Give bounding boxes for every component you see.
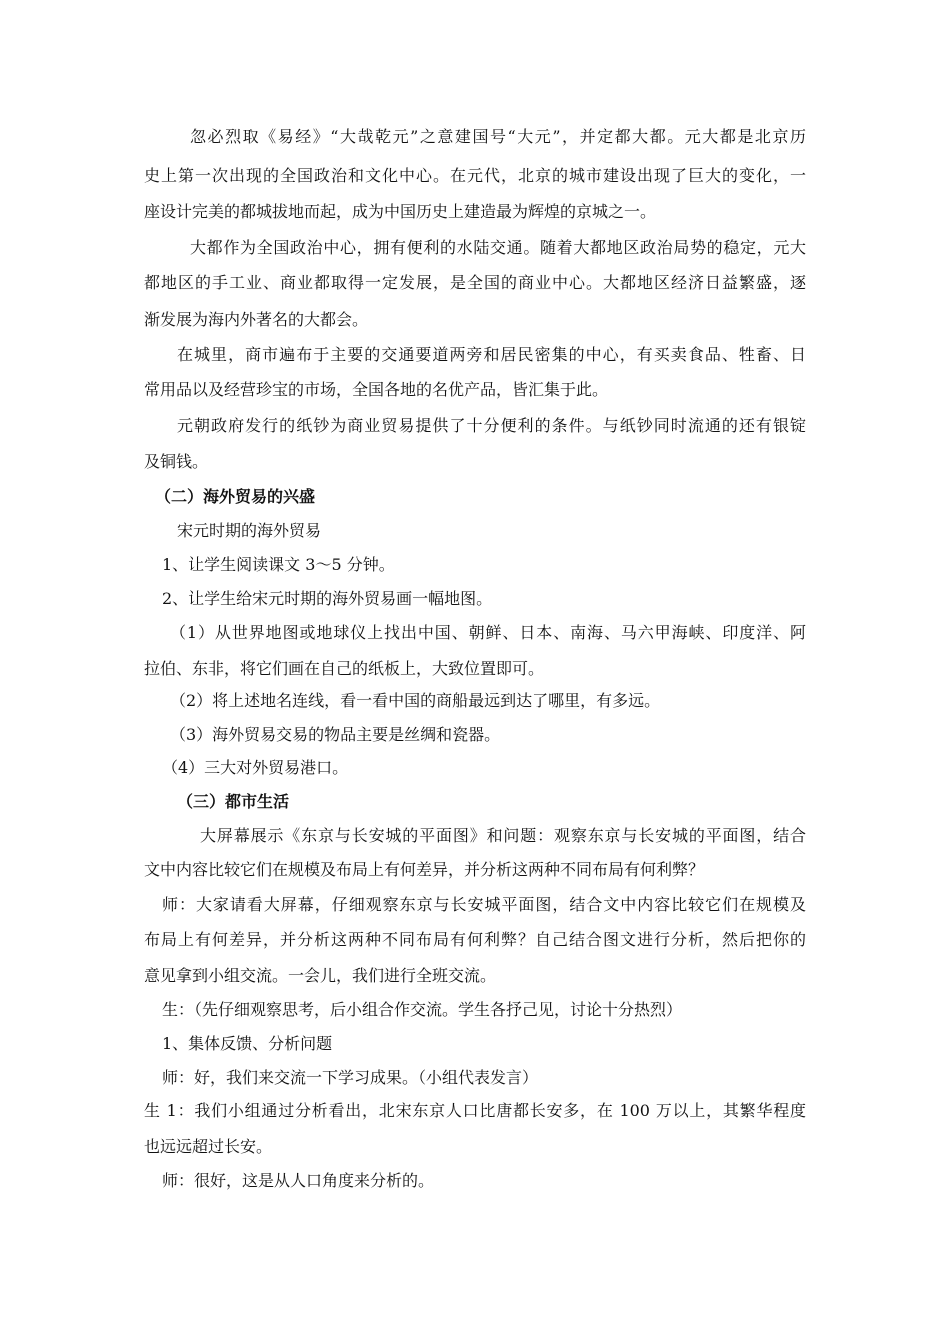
- list-item: 2、让学生给宋元时期的海外贸易画一幅地图。: [162, 589, 493, 608]
- paragraph-line: 也远远超过长安。: [144, 1137, 273, 1156]
- list-item: 1、集体反馈、分析问题: [162, 1034, 333, 1053]
- paragraph-line: 忽必烈取《易经》“大哉乾元”之意建国号“大元”，并定都大都。元大都是北京历: [190, 127, 806, 146]
- list-item: 1、让学生阅读课文 3～5 分钟。: [162, 555, 395, 574]
- list-item: （3）海外贸易交易的物品主要是丝绸和瓷器。: [170, 725, 501, 744]
- paragraph-line: 及铜钱。: [144, 452, 209, 471]
- subheading: 宋元时期的海外贸易: [177, 521, 322, 540]
- section-heading-overseas-trade: （二）海外贸易的兴盛: [155, 487, 316, 506]
- paragraph-line: 文中内容比较它们在规模及布局上有何差异，并分析这两种不同布局有何利弊？: [144, 860, 705, 879]
- paragraph-line: 在城里，商市遍布于主要的交通要道两旁和居民密集的中心，有买卖食品、牲畜、日: [177, 345, 806, 364]
- dialogue-line: 生 1：我们小组通过分析看出，北宋东京人口比唐都长安多，在 100 万以上，其繁华程度: [144, 1101, 806, 1120]
- paragraph-line: 元朝政府发行的纸钞为商业贸易提供了十分便利的条件。与纸钞同时流通的还有银锭: [177, 416, 806, 435]
- paragraph-line: 意见拿到小组交流。一会儿，我们进行全班交流。: [144, 966, 497, 985]
- paragraph-line: 渐发展为海内外著名的大都会。: [144, 310, 369, 329]
- dialogue-line: 生：（先仔细观察思考，后小组合作交流。学生各抒己见，讨论十分热烈）: [162, 1000, 683, 1019]
- paragraph-line: 座设计完美的都城拔地而起，成为中国历史上建造最为辉煌的京城之一。: [144, 202, 657, 221]
- paragraph-line: 大屏幕展示《东京与长安城的平面图》和问题：观察东京与长安城的平面图，结合: [200, 826, 806, 845]
- dialogue-line: 师：好，我们来交流一下学习成果。（小组代表发言）: [162, 1068, 539, 1087]
- section-heading-city-life: （三）都市生活: [177, 792, 290, 811]
- paragraph-line: 拉伯、东非，将它们画在自己的纸板上，大致位置即可。: [144, 659, 545, 678]
- paragraph-line: 常用品以及经营珍宝的市场，全国各地的名优产品，皆汇集于此。: [144, 380, 609, 399]
- paragraph-line: 布局上有何差异，并分析这两种不同布局有何利弊？自己结合图文进行分析，然后把你的: [144, 930, 806, 949]
- dialogue-line: 师：大家请看大屏幕，仔细观察东京与长安城平面图，结合文中内容比较它们在规模及: [162, 895, 806, 914]
- list-item: （1）从世界地图或地球仪上找出中国、朝鲜、日本、南海、马六甲海峡、印度洋、阿: [170, 623, 806, 642]
- paragraph-line: 大都作为全国政治中心，拥有便利的水陆交通。随着大都地区政治局势的稳定，元大: [190, 238, 806, 257]
- list-item: （4）三大对外贸易港口。: [162, 758, 349, 777]
- paragraph-line: 都地区的手工业、商业都取得一定发展，是全国的商业中心。大都地区经济日益繁盛，逐: [144, 273, 806, 292]
- dialogue-line: 师：很好，这是从人口角度来分析的。: [162, 1171, 435, 1190]
- list-item: （2）将上述地名连线，看一看中国的商船最远到达了哪里，有多远。: [170, 691, 661, 710]
- paragraph-line: 史上第一次出现的全国政治和文化中心。在元代，北京的城市建设出现了巨大的变化，一: [144, 166, 806, 185]
